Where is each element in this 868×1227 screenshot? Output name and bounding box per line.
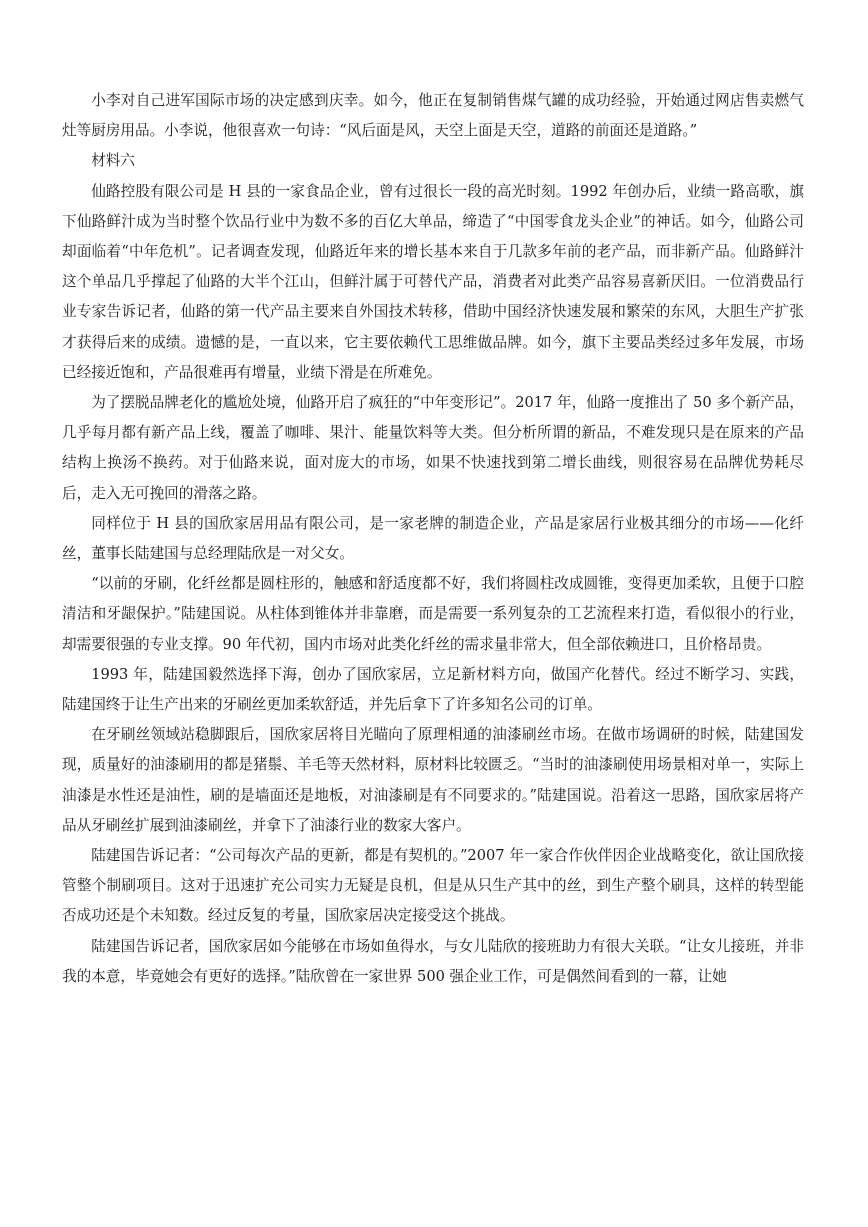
paragraph-3: 仙路控股有限公司是 H 县的一家食品企业，曾有过很长一段的高光时刻。1992 年创办后，业绩一路高歌，旗下仙路鲜汁成为当时整个饮品行业中为数不多的百亿大单品，缔造了“中国零食龙头企业”的神话。如今，仙路公司却面临着“中年危机”。记者调查发现，仙路近年来的增长基本来自于几款多年前的老产品，而非新产品。仙路鲜汁这个单品几乎撑起了仙路的大半个江山，但鲜汁属于可替代产品，消费者对此类产品容易喜新厌旧。一位消费品行业专家告诉记者，仙路的第一代产品主要来自外国技术转移，借助中国经济快速发展和繁荣的东风，大胆生产扩张才获得后来的成绩。遗憾的是，一直以来，它主要依赖代工思维做品牌。如今，旗下主要品类经过多年发展，市场已经接近饱和，产品很难再有增量，业绩下滑是在所难免。 — [62, 182, 804, 381]
section-heading-material-6: 材料六 — [91, 152, 135, 170]
paragraph-9: 陆建国告诉记者：“公司每次产品的更新，都是有契机的。”2007 年一家合作伙伴因企业战略变化，欲让国欣接管整个制刷项目。这对于迅速扩充公司实力无疑是良机，但是从只生产其中的丝，到生产整个刷具，这样的转型能否成功还是个未知数。经过反复的考量，国欣家居决定接受这个挑战。 — [62, 847, 804, 925]
paragraph-8: 在牙刷丝领域站稳脚跟后，国欣家居将目光瞄向了原理相通的油漆刷丝市场。在做市场调研的时候，陆建国发现，质量好的油漆刷用的都是猪鬃、羊毛等天然材料，原材料比较匮乏。“当时的油漆刷使用场景相对单一，实际上油漆是水性还是油性，刷的是墙面还是地板，对油漆刷是有不同要求的。”陆建国说。沿着这一思路，国欣家居将产品从牙刷丝扩展到油漆刷丝，并拿下了油漆行业的数家大客户。 — [62, 726, 804, 834]
paragraph-6: “以前的牙刷，化纤丝都是圆柱形的，触感和舒适度都不好，我们将圆柱改成圆锥，变得更加柔软，且便于口腔清洁和牙龈保护。”陆建国说。从柱体到锥体并非靠磨，而是需要一系列复杂的工艺流程来打造，看似很小的行业，却需要很强的专业支撑。90 年代初，国内市场对此类化纤丝的需求量非常大，但全部依赖进口，且价格昂贵。 — [62, 575, 804, 653]
paragraph-1: 小李对自己进军国际市场的决定感到庆幸。如今，他正在复制销售煤气罐的成功经验，开始通过网店售卖燃气灶等厨房用品。小李说，他很喜欢一句诗：“风后面是风，天空上面是天空，道路的前面还是道路。” — [62, 92, 804, 140]
paragraph-10: 陆建国告诉记者，国欣家居如今能够在市场如鱼得水，与女儿陆欣的接班助力有很大关联。“让女儿接班，并非我的本意，毕竟她会有更好的选择。”陆欣曾在一家世界 500 强企业工作，可是偶然间看到的一幕，让她 — [62, 937, 804, 985]
paragraph-7: 1993 年，陆建国毅然选择下海，创办了国欣家居，立足新材料方向，做国产化替代。经过不断学习、实践，陆建国终于让生产出来的牙刷丝更加柔软舒适，并先后拿下了许多知名公司的订单。 — [62, 665, 804, 714]
paragraph-5: 同样位于 H 县的国欣家居用品有限公司，是一家老牌的制造企业，产品是家居行业极其细分的市场——化纤丝，董事长陆建国与总经理陆欣是一对父女。 — [62, 514, 804, 563]
paragraph-4: 为了摆脱品牌老化的尴尬处境，仙路开启了疯狂的“中年变形记”。2017 年，仙路一度推出了 50 多个新产品，几乎每月都有新产品上线，覆盖了咖啡、果汁、能量饮料等大类。但分析所谓的新品，不难发现只是在原来的产品结构上换汤不换药。对于仙路来说，面对庞大的市场，如果不快速找到第二增长曲线，则很容易在品牌优势耗尽后，走入无可挽回的滑落之路。 — [62, 394, 804, 502]
document-body — [62, 86, 804, 992]
